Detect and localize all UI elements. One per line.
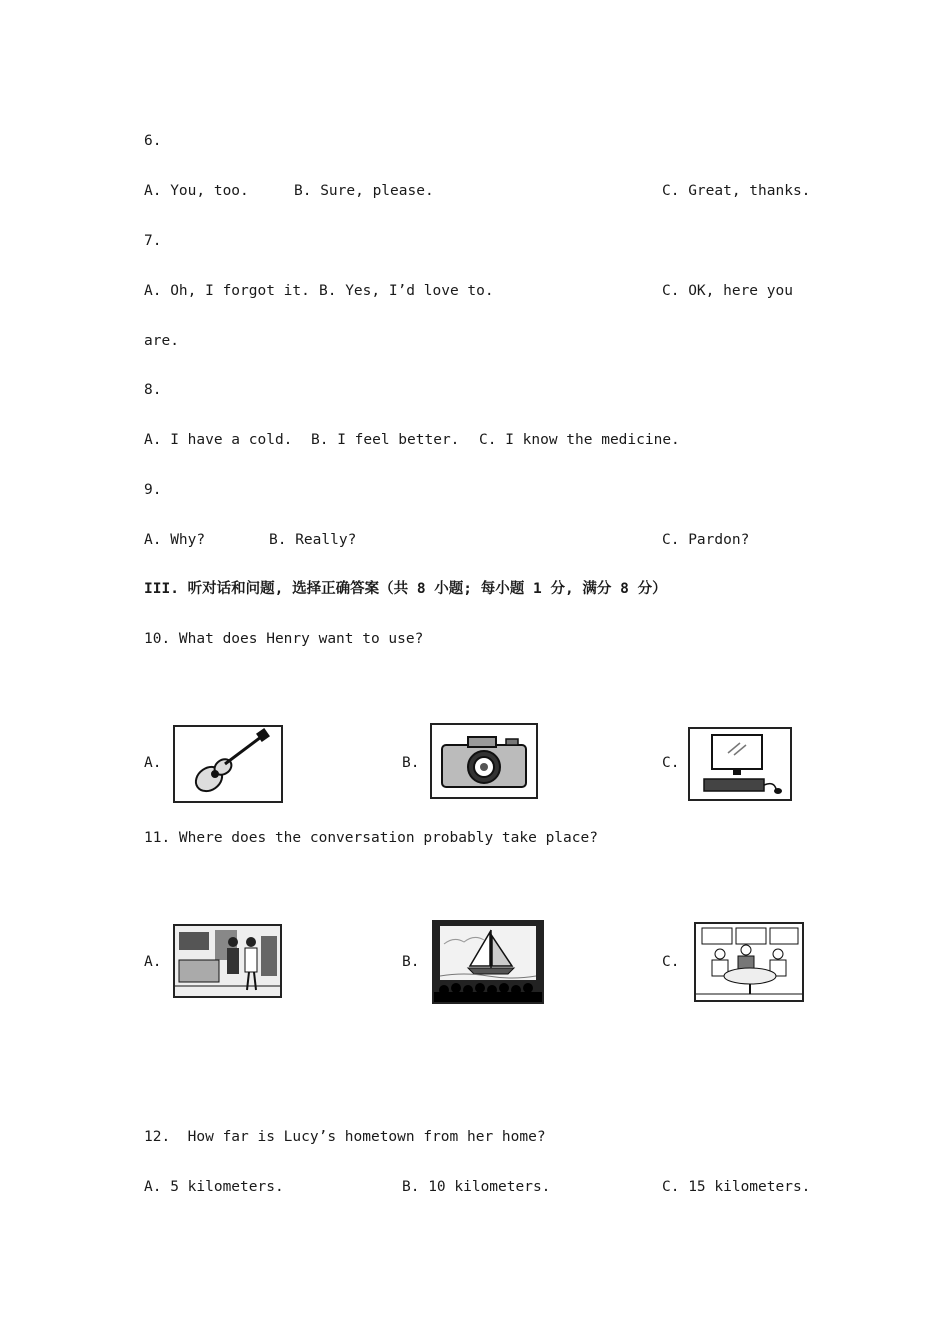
q8-number: 8. (144, 382, 162, 398)
q9-option-a: A. Why? (144, 532, 206, 548)
q7-option-a: A. Oh, I forgot it. (144, 283, 310, 299)
q10-label-b: B. (402, 755, 420, 771)
q7-number: 7. (144, 233, 162, 249)
guitar-icon (173, 725, 283, 803)
computer-icon (688, 727, 792, 801)
q6-number: 6. (144, 133, 162, 149)
q12-option-b: B. 10 kilometers. (402, 1179, 551, 1195)
q11-label-c: C. (662, 954, 680, 970)
q12-question: 12. How far is Lucy’s hometown from her home? (144, 1129, 546, 1145)
q7-option-c-continued: are. (144, 333, 179, 349)
section-3-heading: III. 听对话和问题, 选择正确答案（共 8 小题; 每小题 1 分, 满分 8 分） (144, 581, 667, 597)
shop-icon (173, 924, 282, 998)
q12-option-c: C. 15 kilometers. (662, 1179, 811, 1195)
q10-label-a: A. (144, 755, 162, 771)
q6-option-a: A. You, too. (144, 183, 249, 199)
q6-option-c: C. Great, thanks. (662, 183, 811, 199)
q12-option-a: A. 5 kilometers. (144, 1179, 284, 1195)
q11-label-a: A. (144, 954, 162, 970)
q9-option-b: B. Really? (269, 532, 357, 548)
q10-question: 10. What does Henry want to use? (144, 631, 424, 647)
cinema-icon (432, 920, 544, 1004)
q8-option-c: C. I know the medicine. (479, 432, 680, 448)
camera-icon (430, 723, 538, 799)
q7-option-c: C. OK, here you (662, 283, 793, 299)
q11-label-b: B. (402, 954, 420, 970)
q9-number: 9. (144, 482, 162, 498)
q6-option-b: B. Sure, please. (294, 183, 434, 199)
q8-option-b: B. I feel better. (311, 432, 460, 448)
q9-option-c: C. Pardon? (662, 532, 750, 548)
q11-question: 11. Where does the conversation probably take place? (144, 830, 598, 846)
restaurant-icon (694, 922, 804, 1002)
q8-option-a: A. I have a cold. (144, 432, 293, 448)
q10-label-c: C. (662, 755, 680, 771)
q7-option-b: B. Yes, I’d love to. (319, 283, 494, 299)
